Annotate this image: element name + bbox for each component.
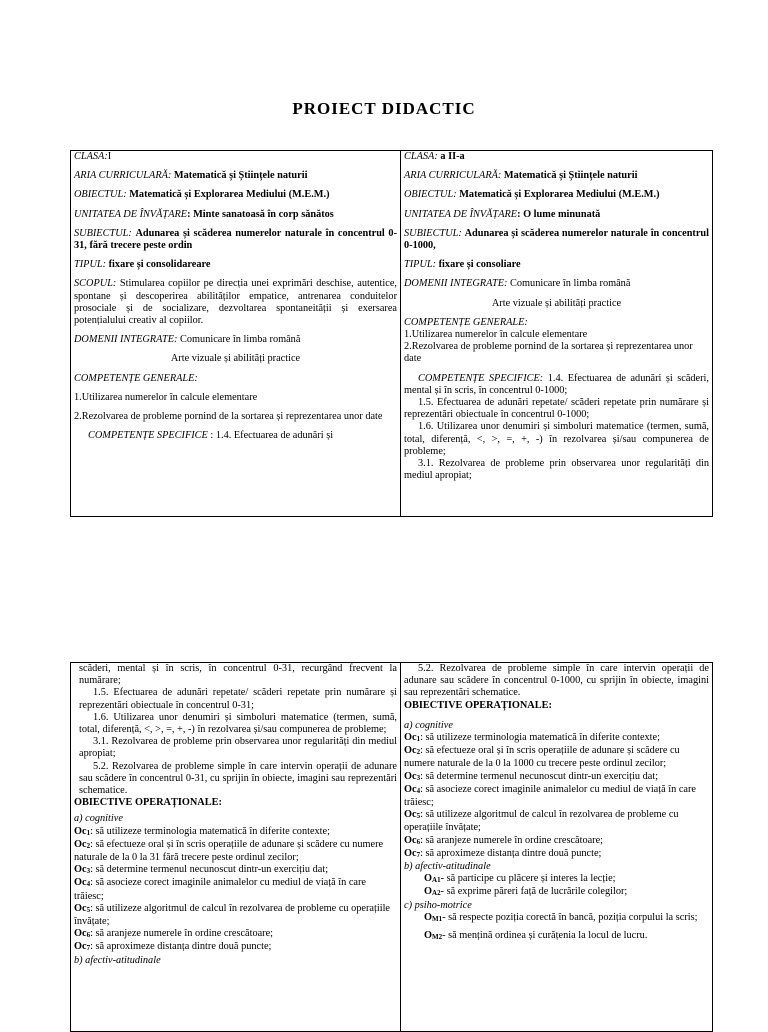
domenii-row-2: Arte vizuale și abilități practice [491, 297, 622, 309]
oc2-row: Oc2: să efectueze oral și în scris operațiile de adunare și scădere cu numere naturale de la 0 la 31 fără trecere peste ordinul zecilor; [74, 838, 384, 864]
right-column-top [401, 151, 713, 517]
obiective-operationale-heading: OBIECTIVE OPERAȚIONALE: [404, 699, 552, 711]
competenta-specifica-1-5: 1.5. Efectuarea de adunări repetate/ scăderi repetate prin numărare și reprezentări obiectuale în concentrul 0-1000; [404, 397, 709, 421]
competenta-specifica-1-6: 1.6. Utilizarea unor denumiri și simboluri matematice (termen, sumă, total, diferență, <, >, =, +, -) în rezolvarea și/sau compunerea de probleme; [79, 711, 397, 736]
clasa-row: CLASA:I [74, 151, 112, 162]
subiectul-row: SUBIECTUL: Adunarea și scăderea numerelor naturale în concentrul 0-1000, [404, 227, 710, 252]
competenta-generala-2: 2.Rezolvarea de probleme pornind de la sortarea și reprezentarea unor date [404, 341, 693, 365]
obiectul-row: OBIECTUL: Matematică și Explorarea Mediului (M.E.M.) [74, 189, 330, 201]
left-column-top [71, 151, 401, 517]
oc5-row: Oc5: să utilizeze algoritmul de calcul în rezolvarea de probleme cu operațiile învățate; [74, 902, 390, 928]
oc1-row: Oc1: să utilizeze terminologia matematică în diferite contexte; [404, 732, 660, 744]
afectiv-heading: b) afectiv-atitudinale [404, 861, 491, 873]
oc2-row: Oc2: să efectueze oral și în scris operațiile de adunare și scădere cu numere naturale de la 0 la 1000 cu trecere peste ordinul zecilor; [404, 745, 680, 770]
left-column-bottom [71, 663, 401, 1032]
project-table-top [70, 150, 713, 517]
domenii-row: DOMENII INTEGRATE: Comunicare în limba română [74, 334, 301, 346]
competenta-specifica-1-4: COMPETENȚE SPECIFICE: 1.4. Efectuarea de adunări și scăderi, mental și în scris, în concentrul 0-1000; [404, 372, 709, 396]
tipul-row: TIPUL: fixare și consolidareare [74, 259, 211, 271]
competenta-specifica-5-2: 5.2. Rezolvarea de probleme simple în care intervin operații de adunare sau scădere în concentrul 0-31, cu sprijin în obiecte, imagini sau reprezentări schematice. [79, 760, 397, 797]
om1-row: OM1- să respecte poziția corectă în bancă, poziția corpului la scris; [424, 911, 698, 923]
oc6-row: Oc6: să aranjeze numerele în ordine crescătoare; [404, 834, 604, 846]
psihomotrice-heading: c) psiho-motrice [404, 899, 472, 911]
oc4-row: Oc4: să asocieze corect imaginile animalelor cu mediul de viață în care trăiesc; [404, 783, 696, 809]
right-column-bottom [401, 663, 713, 1032]
aria-row: ARIA CURRICULARĂ: Matematică și Științele naturii [74, 170, 308, 182]
om2-row: OM2- să mențină ordinea și curățenia la locul de lucru. [424, 930, 648, 942]
competenta-specifica-continuare: scăderi, mental și în scris, în concentrul 0-31, recurgând frecvent la numărare; [79, 663, 397, 687]
aria-row: ARIA CURRICULARĂ: Matematică și Științele naturii [404, 170, 638, 182]
unitatea-row: UNITATEA DE ÎNVĂȚARE: O lume minunată [404, 208, 601, 220]
oc4-row: Oc4: să asocieze corect imaginile animalelor cu mediul de viață în care trăiesc; [74, 877, 366, 902]
competenta-specifica-1-6: 1.6. Utilizarea unor denumiri și simboluri matematice (termen, sumă, total, diferență, <, >, =, +, -) în rezolvarea și/sau compunerea de probleme; [404, 421, 709, 457]
project-table-bottom [70, 662, 713, 1032]
oc7-row: Oc7: să aproximeze distanța dintre două puncte; [404, 847, 602, 859]
competenta-generala-1: 1.Utilizarea numerelor în calcule elementare [404, 329, 588, 341]
competenta-specifica-5-2: 5.2. Rezolvarea de probleme simple în care intervin operații de adunare sau scădere în concentrul 0-1000, cu sprijin în obiecte, imagini sau reprezentări schematice. [404, 663, 709, 699]
oc1-row: Oc1: să utilizeze terminologia matematică în diferite contexte; [74, 825, 330, 837]
oc5-row: Oc5: să utilizeze algoritmul de calcul în rezolvarea de probleme cu operațiile învățate; [404, 809, 679, 834]
competenta-specifica-3-1: 3.1. Rezolvarea de probleme prin observarea unor regularități din mediul apropiat; [79, 736, 397, 760]
clasa-row: CLASA: a II-a [404, 151, 465, 162]
domenii-row: DOMENII INTEGRATE: Comunicare în limba română [404, 278, 631, 290]
oc3-row: Oc3: să determine termenul necunoscut dintr-un exercițiu dat; [404, 770, 659, 782]
competenta-specifica-3-1: 3.1. Rezolvarea de probleme prin observarea unor regularități din mediul apropiat; [404, 458, 709, 482]
competente-generale-heading: COMPETENȚE GENERALE: [404, 316, 528, 328]
competente-generale-heading: COMPETENȚE GENERALE: [74, 372, 198, 384]
domenii-row-2: Arte vizuale și abilități practice [170, 353, 301, 365]
tipul-row: TIPUL: fixare și consoliare [404, 259, 521, 271]
cognitive-heading: a) cognitive [74, 813, 123, 825]
competenta-generala-2: 2.Rezolvarea de probleme pornind de la sortarea și reprezentarea unor date [74, 411, 383, 423]
competenta-specifica-1-5: 1.5. Efectuarea de adunări repetate/ scăderi repetate prin numărare și reprezentări obiectuale în concentrul 0-31; [79, 687, 397, 711]
oc7-row: Oc7: să aproximeze distanța dintre două puncte; [74, 941, 272, 953]
document-title: PROIECT DIDACTIC [292, 99, 476, 118]
unitatea-row: UNITATEA DE ÎNVĂȚARE: Minte sanatoasă în corp sănătos [74, 208, 334, 220]
obiective-operationale-heading: OBIECTIVE OPERAȚIONALE: [74, 797, 222, 809]
oc6-row: Oc6: să aranjeze numerele în ordine crescătoare; [74, 928, 274, 940]
oa1-row: OA1- să participe cu plăcere și interes la lecție; [424, 873, 616, 885]
competenta-generala-1: 1.Utilizarea numerelor în calcule elementare [74, 391, 258, 403]
cognitive-heading: a) cognitive [404, 719, 453, 731]
subiectul-row: SUBIECTUL: Adunarea și scăderea numerelor naturale în concentrul 0-31, fără trecere peste ordin [74, 227, 398, 252]
afectiv-heading: b) afectiv-atitudinale [74, 954, 161, 966]
competente-specifice-row: COMPETENȚE SPECIFICE : 1.4. Efectuarea de adunări și [88, 430, 334, 442]
obiectul-row: OBIECTUL: Matematică și Explorarea Mediului (M.E.M.) [404, 189, 660, 201]
scopul-row: SCOPUL: Stimularea copiilor pe direcția unei exprimări deschise, autentice, spontane și descoperirea abilităților empatice, antrenarea conduitelor prosociale și de socializare, dezvoltarea spontaneității și exersarea potențialului creativ al copiilor. [74, 278, 397, 327]
oc3-row: Oc3: să determine termenul necunoscut dintr-un exercițiu dat; [74, 864, 329, 876]
oa2-row: OA2- să exprime păreri față de lucrările colegilor; [424, 886, 628, 898]
